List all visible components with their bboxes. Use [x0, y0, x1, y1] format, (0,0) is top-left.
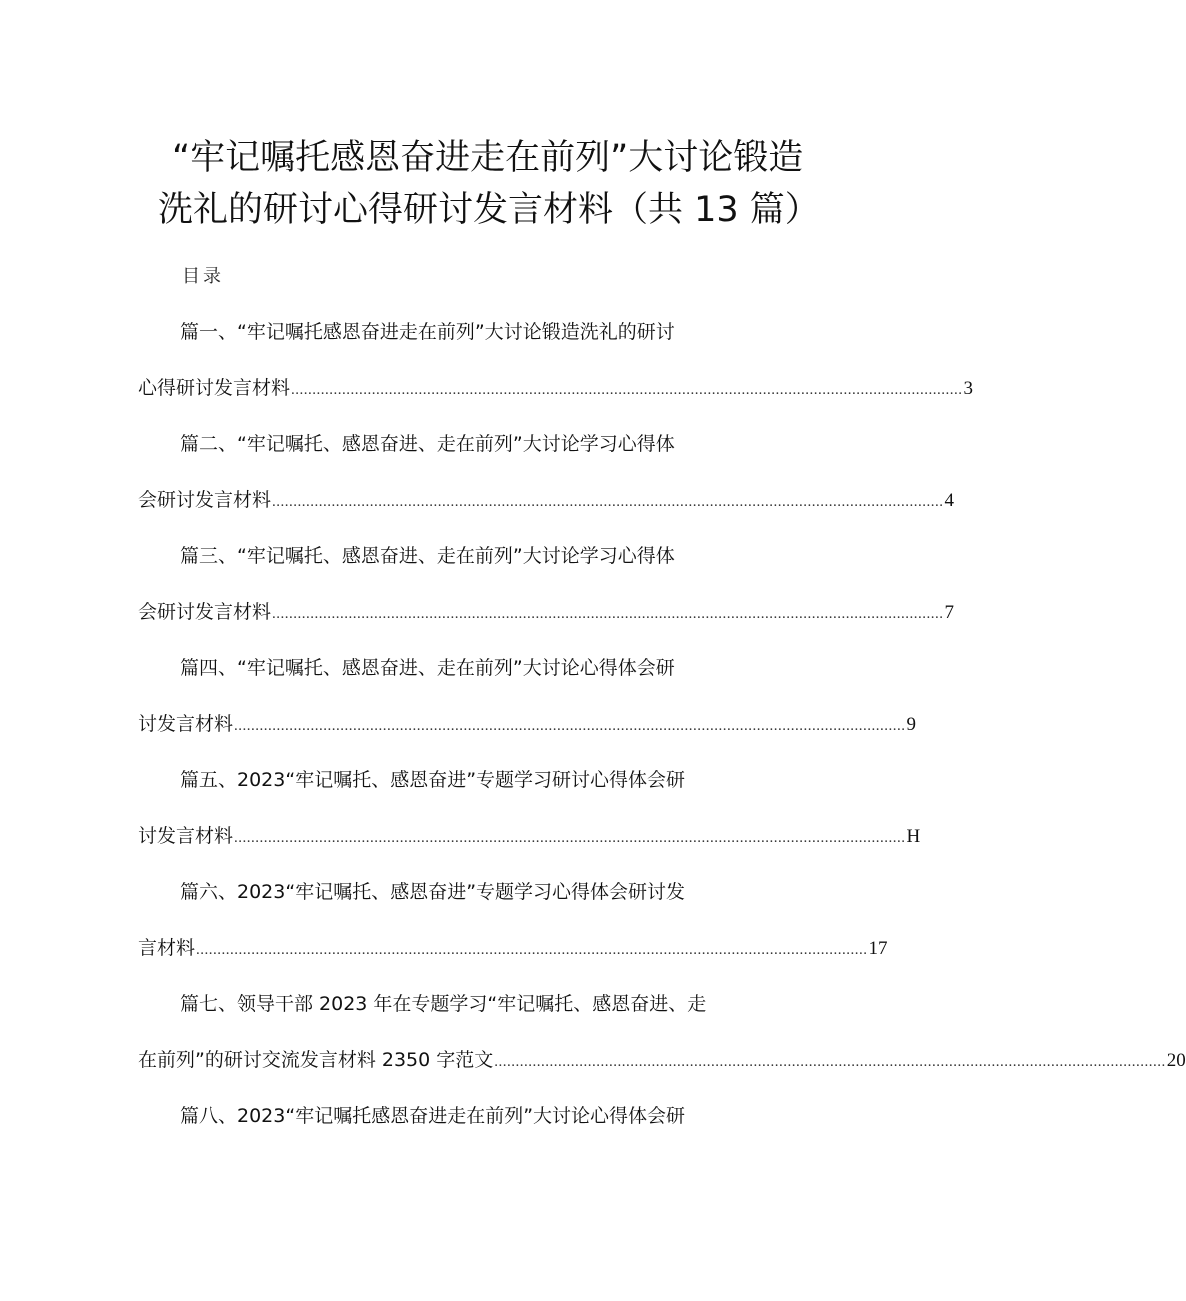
dot-leader: ..............................................................................................................................................................: [291, 382, 963, 398]
toc-entry-7-page: 20: [1166, 1050, 1186, 1071]
toc-entry-1-title-cont: 心得研讨发言材料: [138, 377, 291, 399]
toc-entry-3-continuation[interactable]: [138, 598, 955, 628]
title-line-1: “牢记嘱托感恩奋进走在前列”大讨论锻造: [172, 138, 804, 178]
toc-entry-6-continuation[interactable]: [138, 934, 888, 964]
toc-entry-1-continuation[interactable]: [138, 374, 974, 404]
toc-entry-2-continuation[interactable]: [138, 486, 955, 516]
toc-entry-7-continuation[interactable]: [138, 1046, 1186, 1076]
title-line-2: 洗礼的研讨心得研讨发言材料（共 13 篇）: [158, 190, 820, 230]
toc-entry-1-title[interactable]: 篇一、“牢记嘱托感恩奋进走在前列”大讨论锻造洗礼的研讨: [180, 321, 675, 343]
toc-entry-6-page: 17: [868, 938, 888, 959]
toc-entry-3-title-cont: 会研讨发言材料: [138, 601, 272, 623]
dot-leader: ..............................................................................................................................................................: [494, 1054, 1166, 1070]
toc-entry-5-title-cont: 讨发言材料: [138, 825, 234, 847]
toc-entry-2-page: 4: [944, 490, 955, 511]
toc-entry-4-page: 9: [906, 714, 917, 735]
toc-entry-2-title-cont: 会研讨发言材料: [138, 489, 272, 511]
dot-leader: ..............................................................................................................................................................: [196, 942, 868, 958]
toc-entry-4-title[interactable]: 篇四、“牢记嘱托、感恩奋进、走在前列”大讨论心得体会研: [180, 657, 675, 679]
toc-heading: 目录: [182, 266, 224, 287]
dot-leader: ..............................................................................................................................................................: [272, 494, 944, 510]
toc-entry-2-title[interactable]: 篇二、“牢记嘱托、感恩奋进、走在前列”大讨论学习心得体: [180, 433, 675, 455]
toc-entry-3-page: 7: [944, 602, 955, 623]
toc-entry-7-title[interactable]: 篇七、领导干部 2023 年在专题学习“牢记嘱托、感恩奋进、走: [180, 993, 707, 1015]
dot-leader: ..............................................................................................................................................................: [272, 606, 944, 622]
toc-entry-7-title-cont: 在前列”的研讨交流发言材料 2350 字范文: [138, 1049, 494, 1071]
toc-entry-6-title[interactable]: 篇六、2023“牢记嘱托、感恩奋进”专题学习心得体会研讨发: [180, 881, 686, 903]
toc-entry-6-title-cont: 言材料: [138, 937, 196, 959]
toc-entry-8-title[interactable]: 篇八、2023“牢记嘱托感恩奋进走在前列”大讨论心得体会研: [180, 1105, 686, 1127]
toc-entry-1-page: 3: [963, 378, 974, 399]
toc-entry-5-title[interactable]: 篇五、2023“牢记嘱托、感恩奋进”专题学习研讨心得体会研: [180, 769, 686, 791]
toc-entry-5-page: H: [906, 826, 921, 847]
dot-leader: ..............................................................................................................................................................: [234, 718, 906, 734]
toc-entry-4-title-cont: 讨发言材料: [138, 713, 234, 735]
toc-entry-5-continuation[interactable]: [138, 822, 921, 852]
toc-entry-4-continuation[interactable]: [138, 710, 917, 740]
dot-leader: ..............................................................................................................................................................: [234, 830, 906, 846]
toc-entry-3-title[interactable]: 篇三、“牢记嘱托、感恩奋进、走在前列”大讨论学习心得体: [180, 545, 675, 567]
document-title: [150, 132, 820, 236]
